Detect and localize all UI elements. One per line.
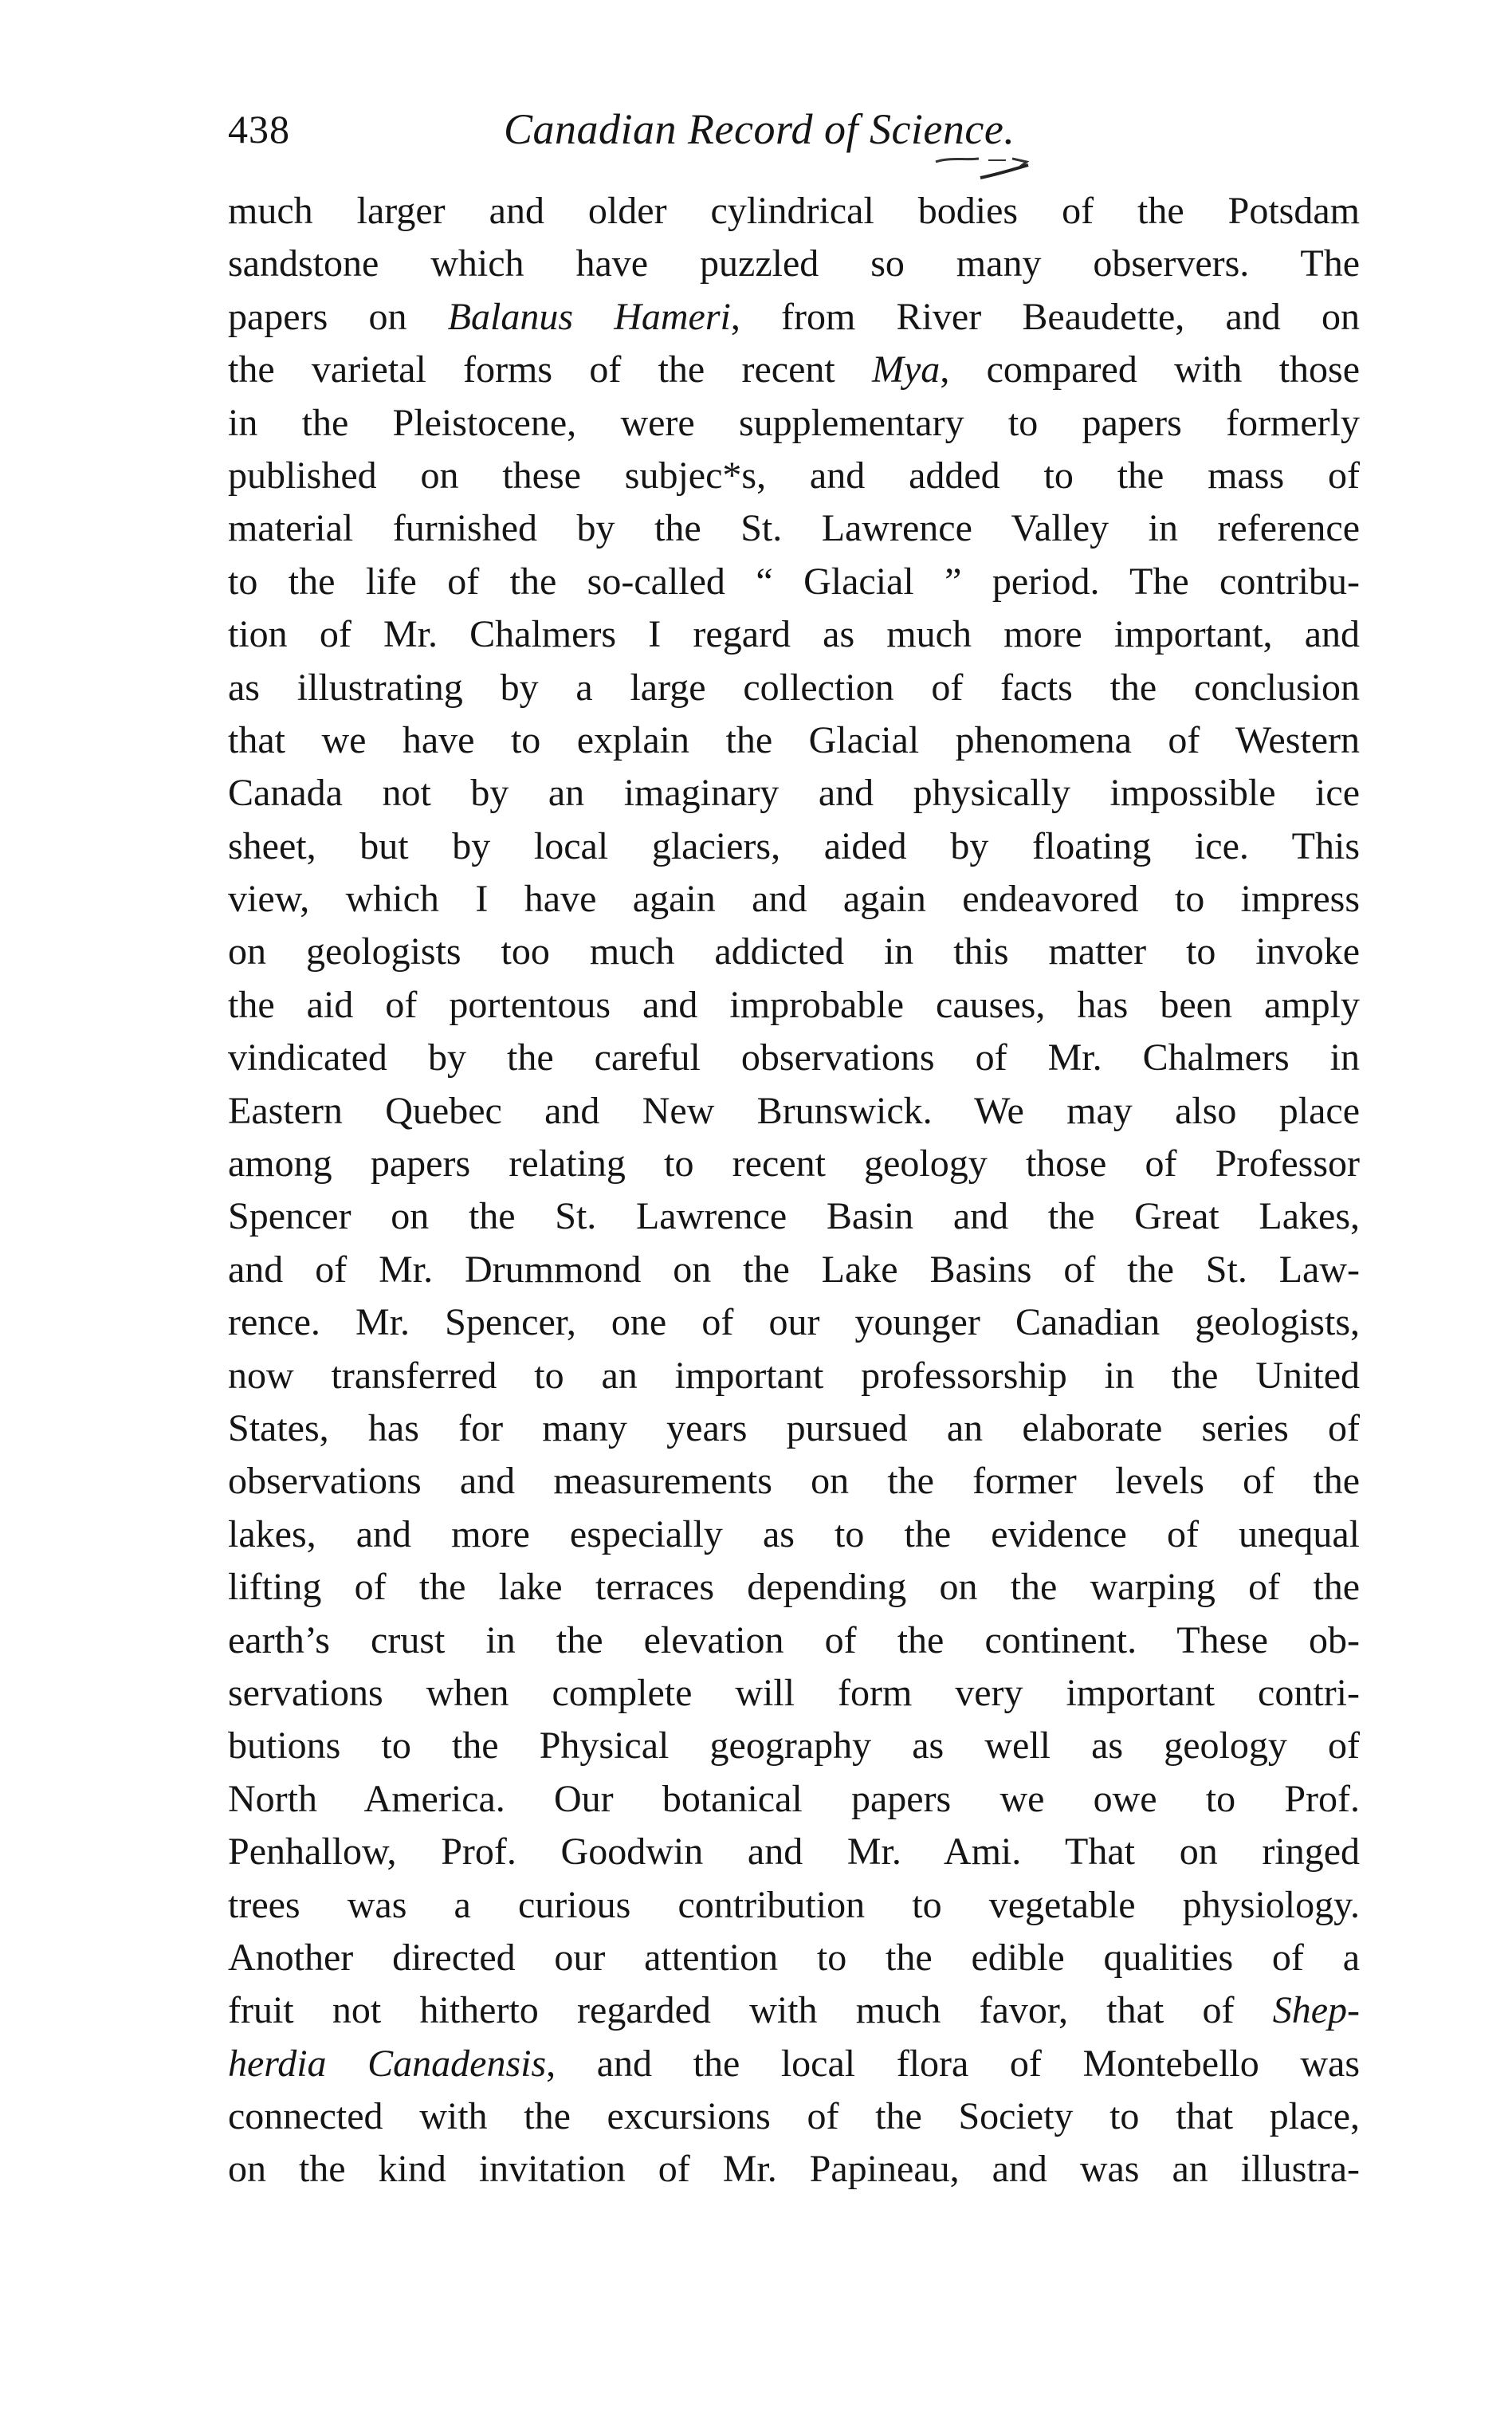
text-line: herdia Canadensis, and the local flora of Montebello was	[228, 2042, 1360, 2085]
text-line: connected with the excursions of the Society to that place,	[228, 2095, 1360, 2138]
text-line: Canada not by an imaginary and physically impossible ice	[228, 772, 1360, 815]
body-text	[228, 185, 1360, 2196]
text-line: butions to the Physical geography as well as geology of	[228, 1724, 1360, 1767]
text-line: earth’s crust in the elevation of the continent. These ob-	[228, 1618, 1360, 1661]
text-line: Another directed our attention to the edible qualities of a	[228, 1936, 1360, 1979]
text-line: now transferred to an important professorship in the United	[228, 1354, 1360, 1397]
text-line: much larger and older cylindrical bodies of the Potsdam	[228, 190, 1360, 232]
running-head	[228, 97, 1360, 161]
italic-term: Shep-	[1272, 1989, 1360, 2032]
text-line: observations and measurements on the former levels of the	[228, 1460, 1360, 1503]
text-line: sheet, but by local glaciers, aided by floating ice. This	[228, 824, 1360, 867]
text-line: that we have to explain the Glacial phenomena of Western	[228, 718, 1360, 761]
text-line: vindicated by the careful observations of Mr. Chalmers in	[228, 1036, 1360, 1079]
handwritten-ink-mark	[933, 155, 1052, 187]
text-line: the varietal forms of the recent Mya, compared with those	[228, 348, 1361, 391]
page-number: 438	[228, 107, 290, 151]
text-line: to the life of the so-called “ Glacial ” period. The contribu-	[228, 560, 1360, 603]
text-line: rence. Mr. Spencer, one of our younger Canadian geologists,	[228, 1301, 1360, 1344]
text-line: trees was a curious contribution to vegetable physiology.	[228, 1883, 1360, 1926]
text-line: Eastern Quebec and New Brunswick. We may also place	[228, 1089, 1360, 1132]
italic-term: Mya	[872, 348, 941, 391]
text-line: lifting of the lake terraces depending on the warping of the	[228, 1566, 1360, 1609]
text-line: and of Mr. Drummond on the Lake Basins of the St. Law-	[228, 1248, 1360, 1291]
text-line: servations when complete will form very important contri-	[228, 1671, 1360, 1714]
text-line: material furnished by the St. Lawrence Valley in reference	[228, 507, 1360, 550]
text-line: published on these subjec*s, and added to the mass of	[228, 454, 1360, 497]
italic-term: herdia Canadensis	[228, 2042, 547, 2085]
text-line: papers on Balanus Hameri, from River Beaudette, and on	[228, 295, 1361, 338]
text-line: lakes, and more especially as to the evidence of unequal	[228, 1512, 1360, 1555]
text-line: as illustrating by a large collection of facts the conclusion	[228, 666, 1360, 709]
text-line: States, has for many years pursued an elaborate series of	[228, 1406, 1360, 1449]
text-line: on the kind invitation of Mr. Papineau, and was an illustra-	[228, 2148, 1360, 2191]
text-line: among papers relating to recent geology those of Professor	[228, 1142, 1360, 1186]
text-line: fruit not hitherto regarded with much favor, that of Shep-	[228, 1989, 1360, 2032]
text-line: on geologists too much addicted in this matter to invoke	[228, 930, 1360, 973]
italic-term: Balanus Hameri	[447, 295, 731, 338]
text-line: North America. Our botanical papers we owe to Prof.	[228, 1777, 1360, 1820]
journal-title: Canadian Record of Science.	[504, 105, 1015, 153]
text-line: the aid of portentous and improbable causes, has been amply	[228, 983, 1360, 1026]
text-line: in the Pleistocene, were supplementary to papers formerly	[228, 401, 1360, 444]
text-line: Spencer on the St. Lawrence Basin and the Great Lakes,	[228, 1195, 1360, 1238]
text-line: tion of Mr. Chalmers I regard as much more important, and	[228, 613, 1360, 656]
text-line: sandstone which have puzzled so many observers. The	[228, 242, 1360, 285]
text-line: Penhallow, Prof. Goodwin and Mr. Ami. That on ringed	[228, 1830, 1360, 1874]
text-line: view, which I have again and again endeavored to impress	[228, 878, 1360, 921]
